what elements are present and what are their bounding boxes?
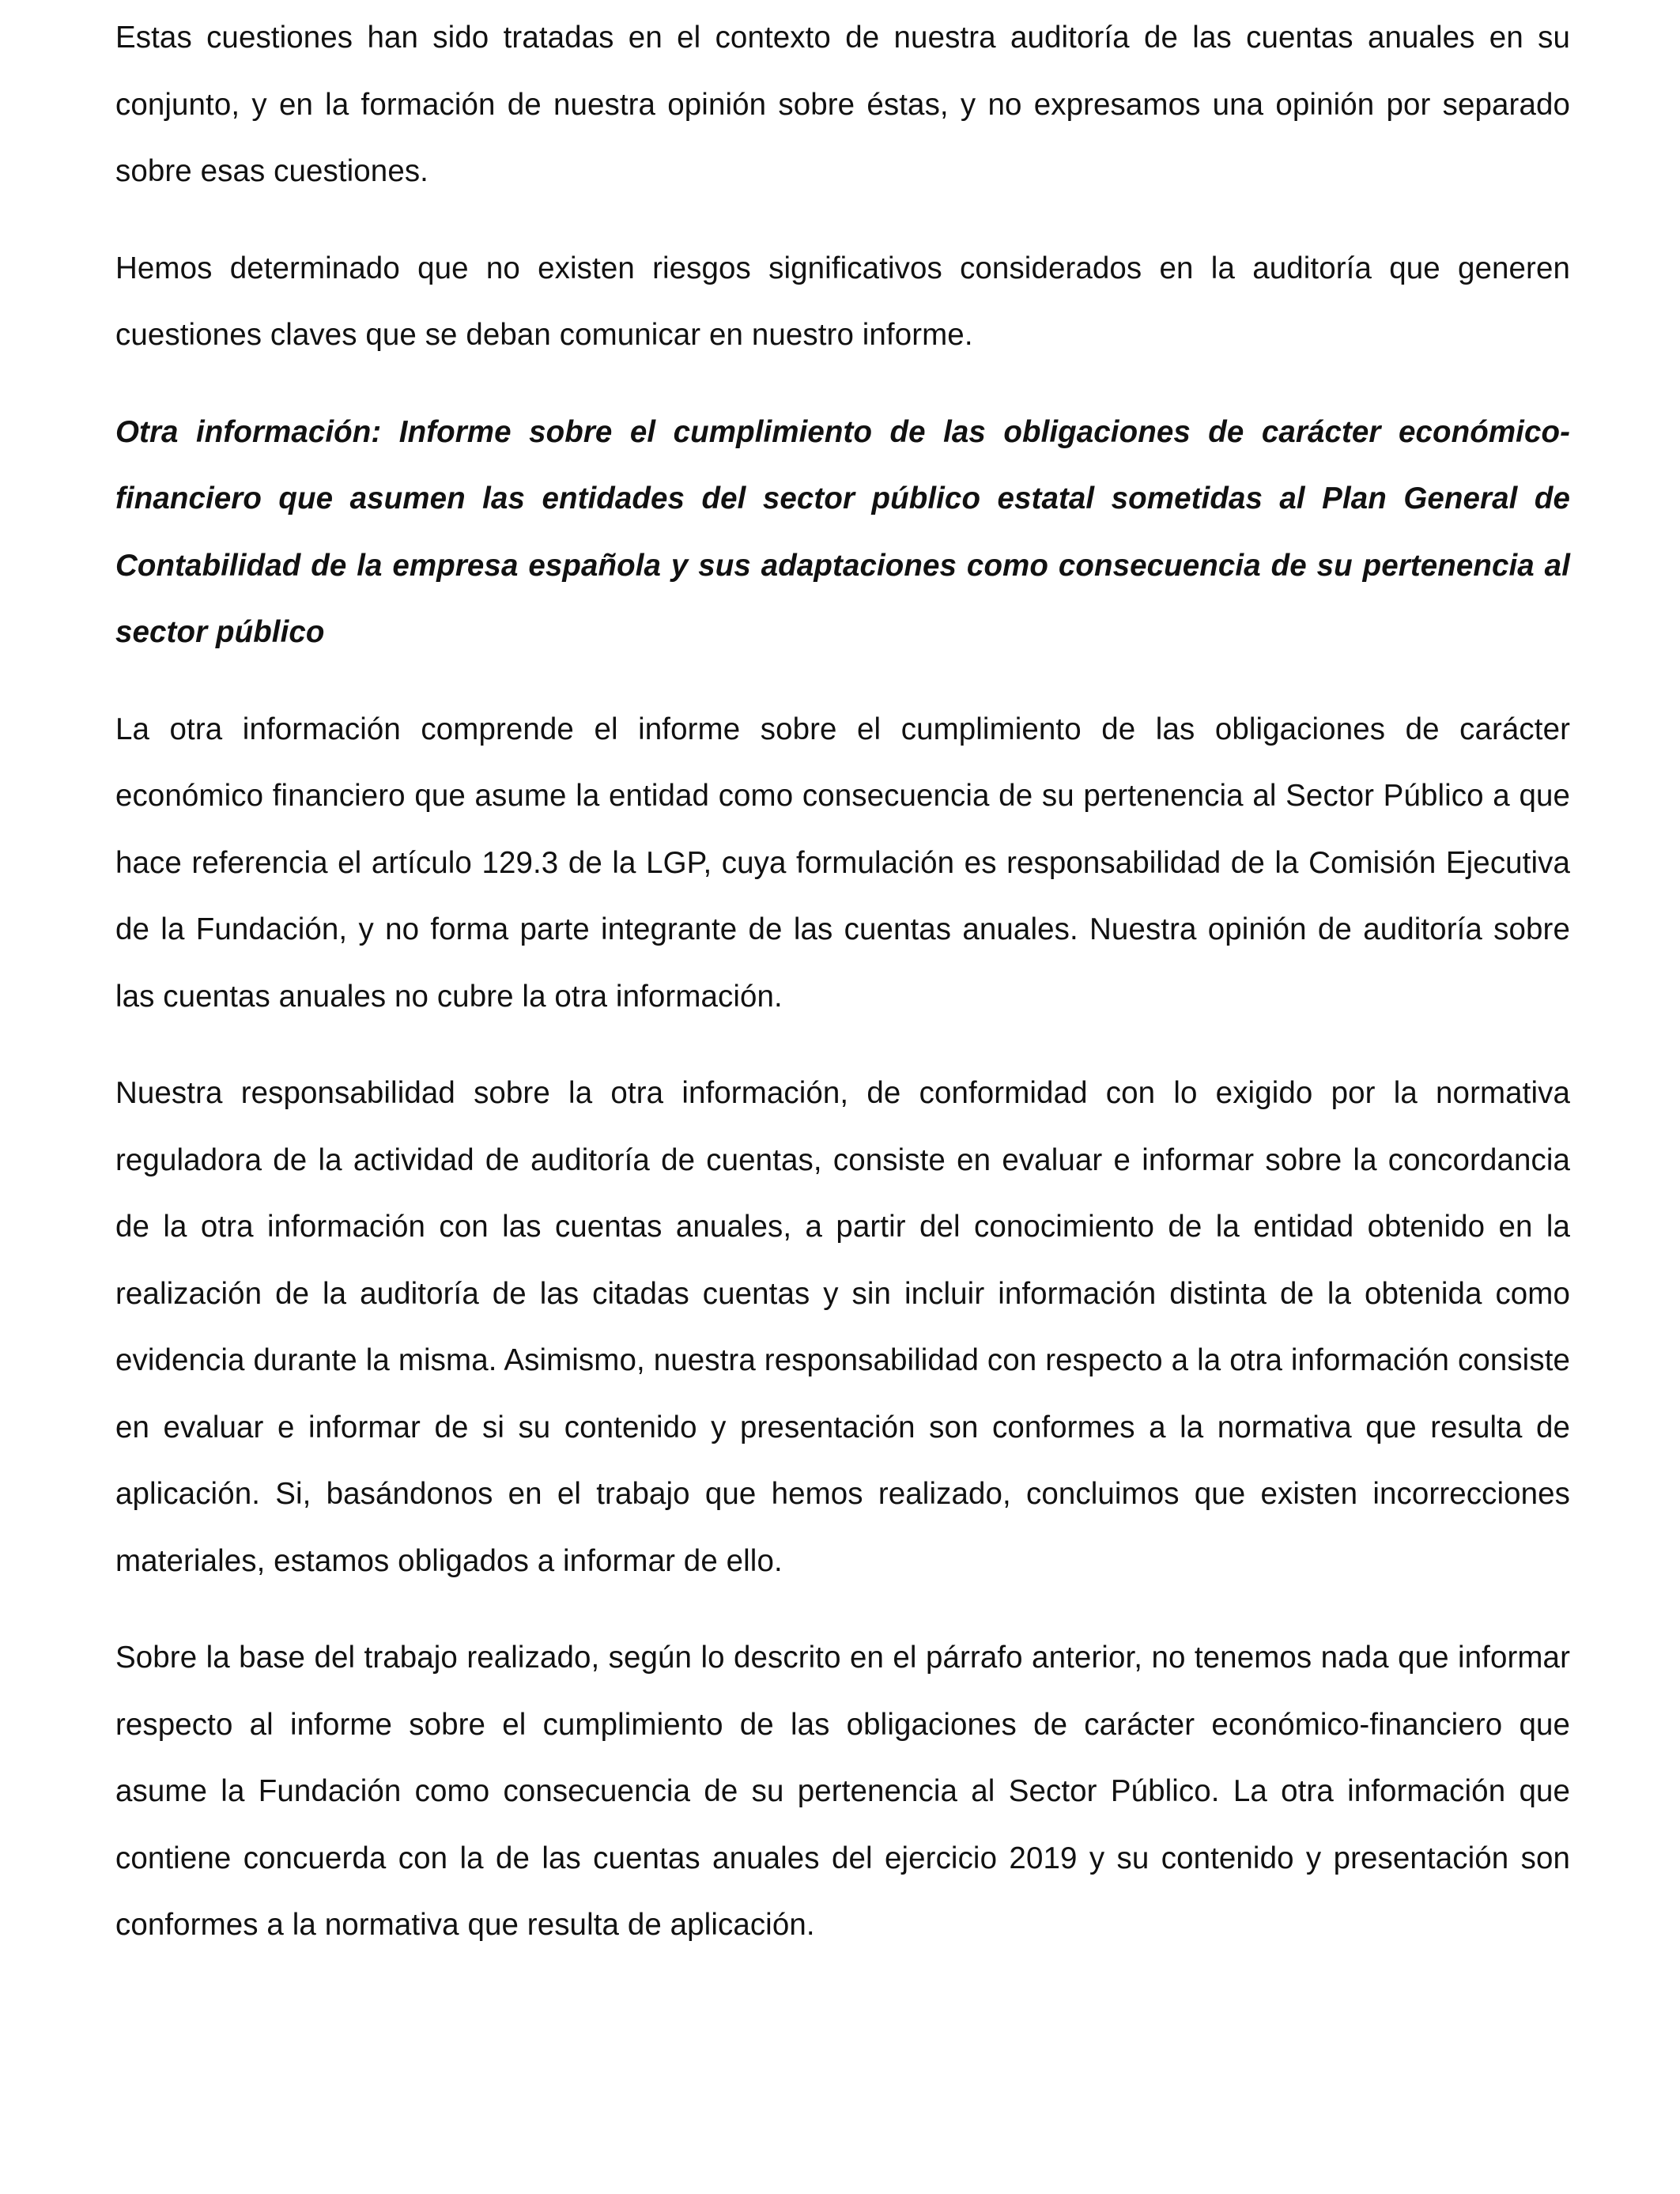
paragraph-conclusion: Sobre la base del trabajo realizado, según lo descrito en el párrafo anterior, no tenemos nada que informar respecto al informe sobre el cumplimiento de las obligaciones de carácter económico-financiero que asume la Fundación como consecuencia de su pertenencia al Sector Público. La otra información que contiene concuerda con la de las cuentas anuales del ejercicio 2019 y su contenido y presentación son conformes a la normativa que resulta de aplicación.	[115, 1641, 1570, 1942]
document-body	[115, 5, 1570, 1989]
paragraph-key-matters-context: Estas cuestiones han sido tratadas en el contexto de nuestra auditoría de las cuentas anuales en su conjunto, y en la formación de nuestra opinión sobre éstas, y no expresamos una opinión por separado sobre esas cuestiones.	[115, 21, 1570, 188]
paragraph-other-information-scope: La otra información comprende el informe sobre el cumplimiento de las obligaciones de carácter económico financiero que asume la entidad como consecuencia de su pertenencia al Sector Público a que hace referencia el artículo 129.3 de la LGP, cuya formulación es responsabilidad de la Comisión Ejecutiva de la Fundación, y no forma parte integrante de las cuentas anuales. Nuestra opinión de auditoría sobre las cuentas anuales no cubre la otra información.	[115, 712, 1570, 1014]
paragraph-no-significant-risks: Hemos determinado que no existen riesgos significativos considerados en la auditoría que generen cuestiones claves que se deban comunicar en nuestro informe.	[115, 251, 1570, 352]
section-heading-other-information: Otra información: Informe sobre el cumplimiento de las obligaciones de carácter económico-financiero que asumen las entidades del sector público estatal sometidas al Plan General de Contabilidad de la empresa española y sus adaptaciones como consecuencia de su pertenencia al sector público	[115, 414, 1570, 649]
paragraph-auditor-responsibility: Nuestra responsabilidad sobre la otra información, de conformidad con lo exigido por la normativa reguladora de la actividad de auditoría de cuentas, consiste en evaluar e informar sobre la concordancia de la otra información con las cuentas anuales, a partir del conocimiento de la entidad obtenido en la realización de la auditoría de las citadas cuentas y sin incluir información distinta de la obtenida como evidencia durante la misma. Asimismo, nuestra responsabilidad con respecto a la otra información consiste en evaluar e informar de si su contenido y presentación son conformes a la normativa que resulta de aplicación. Si, basándonos en el trabajo que hemos realizado, concluimos que existen incorrecciones materiales, estamos obligados a informar de ello.	[115, 1076, 1570, 1578]
